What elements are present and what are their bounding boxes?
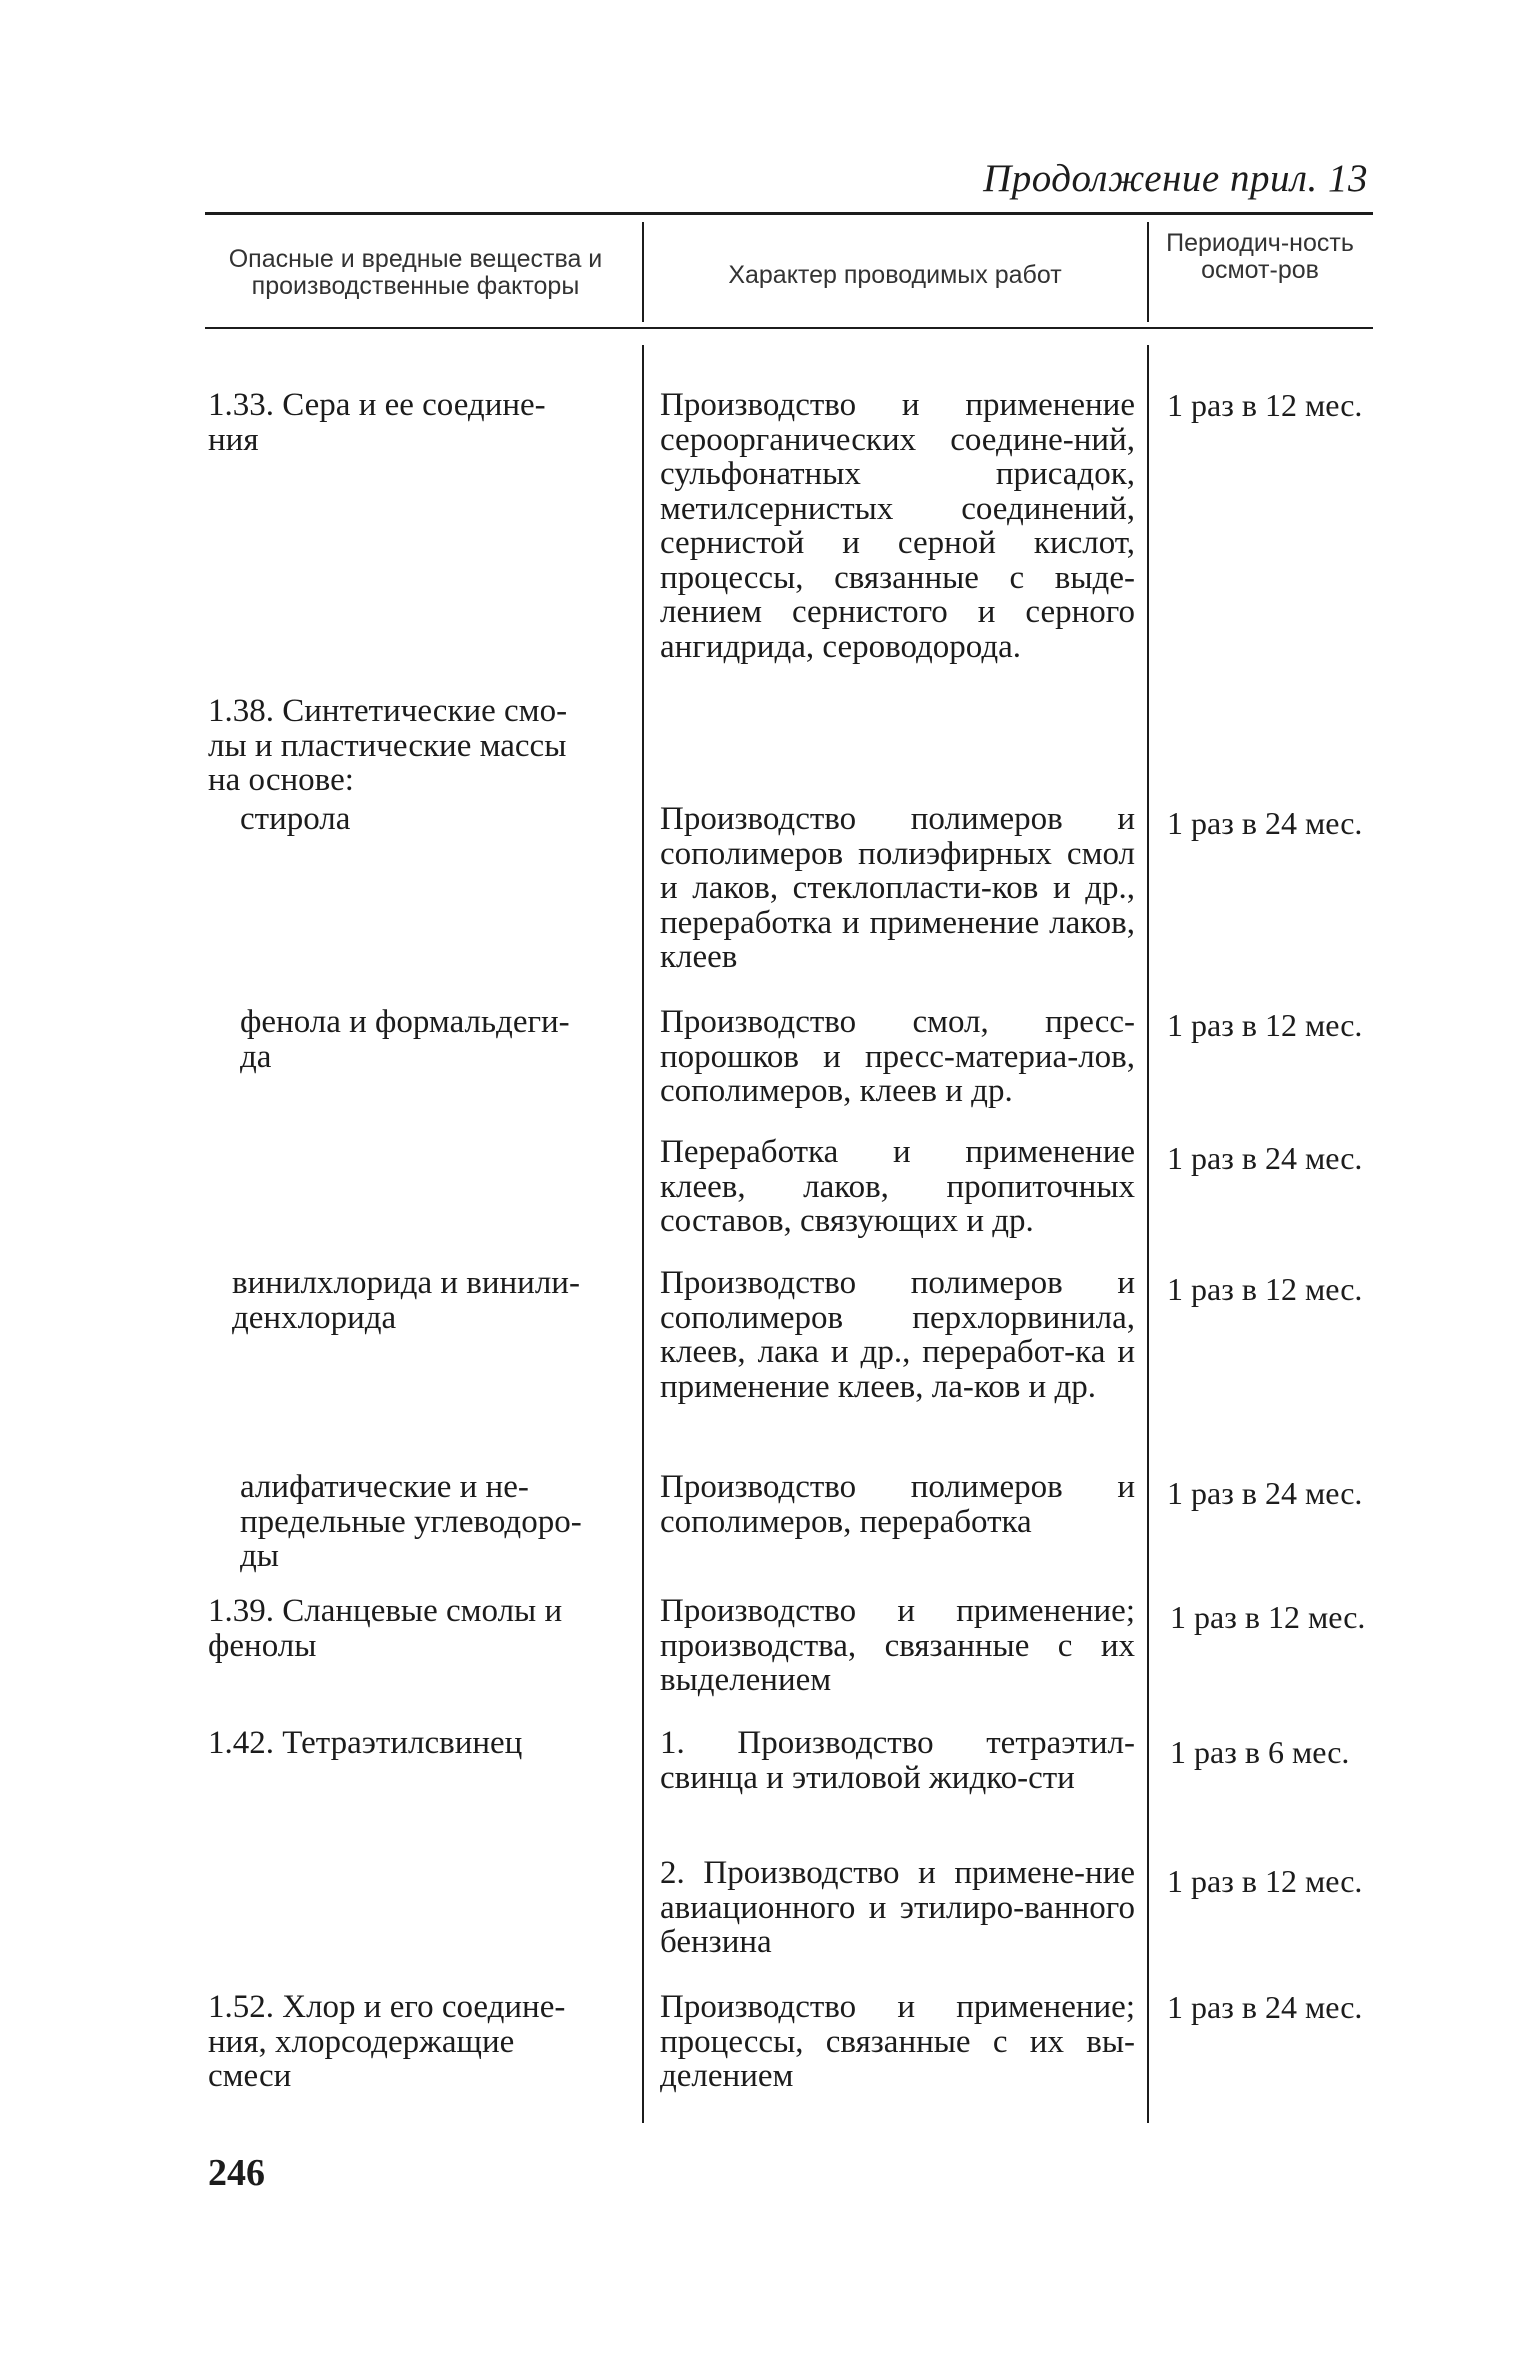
continuation-label: Продолжение прил. 13 [983, 157, 1368, 200]
period-1-38-phenol: 1 раз в 12 мес. [1167, 1007, 1363, 1043]
header-divider-2 [1147, 222, 1149, 322]
period-1-39: 1 раз в 12 мес. [1170, 1599, 1366, 1635]
period-1-33: 1 раз в 12 мес. [1167, 387, 1363, 423]
period-1-38-phenol-processing: 1 раз в 24 мес. [1167, 1140, 1363, 1176]
column-divider-1 [642, 345, 644, 2123]
work-1-38-styrene: Производство полимеров и сополимеров полиэфирных смол и лаков, стеклопласти-ков и др., переработка и применение лаков, клеев [660, 801, 1135, 975]
work-1-38-aliphatic: Производство полимеров и сополимеров, переработка [660, 1469, 1135, 1540]
substance-1-42: 1.42. Тетраэтилсвинец [208, 1725, 523, 1761]
period-1-52: 1 раз в 24 мес. [1167, 1989, 1363, 2025]
top-rule [205, 212, 1373, 215]
column-divider-2 [1147, 345, 1149, 2123]
work-1-33: Производство и применение сероорганических соедине-ний, сульфонатных присадок, метилсернистых соединений, сернистой и серной кислот, процессы, связанные с выде-лением сернистого и серного ангидрида, сероводорода. [660, 387, 1135, 665]
work-1-52: Производство и применение; процессы, связанные с их вы-делением [660, 1989, 1135, 2094]
substance-1-38-styrene: стирола [240, 801, 351, 837]
period-1-38-vinyl: 1 раз в 12 мес. [1167, 1271, 1363, 1307]
page-number: 246 [208, 2152, 265, 2194]
substance-1-38-aliphatic: алифатические и не- предельные углеводоро- ды [240, 1469, 582, 1574]
period-1-42: 1 раз в 6 мес. [1170, 1734, 1350, 1770]
period-1-38-aliphatic: 1 раз в 24 мес. [1167, 1475, 1363, 1511]
substance-1-33: 1.33. Сера и ее соедине- ния [208, 387, 546, 458]
header-col-periodicity: Периодич-ность осмот-ров [1166, 229, 1354, 284]
work-1-38-vinyl: Производство полимеров и сополимеров перхлорвинила, клеев, лака и др., переработ-ка и применение клеев, ла-ков и др. [660, 1265, 1135, 1405]
substance-1-52: 1.52. Хлор и его соедине- ния, хлорсодержащие смеси [208, 1989, 566, 2094]
work-1-38-phenol-processing: Переработка и применение клеев, лаков, пропиточных составов, связующих и др. [660, 1134, 1135, 1239]
work-1-38-phenol: Производство смол, пресс-порошков и пресс-материа-лов, сополимеров, клеев и др. [660, 1004, 1135, 1109]
header-divider-1 [642, 222, 644, 322]
work-1-42-aviation: 2. Производство и примене-ние авиационного и этилиро-ванного бензина [660, 1855, 1135, 1960]
substance-1-38: 1.38. Синтетические смо- лы и пластические массы на основе: [208, 693, 568, 798]
substance-1-38-phenol: фенола и формальдеги- да [240, 1004, 570, 1075]
period-1-38-styrene: 1 раз в 24 мес. [1167, 805, 1363, 841]
header-col-work: Характер проводимых работ [728, 261, 1062, 289]
work-1-39: Производство и применение; производства, связанные с их выделением [660, 1593, 1135, 1698]
work-1-42: 1. Производство тетраэтил-свинца и этиловой жидко-сти [660, 1725, 1135, 1796]
header-col-substances: Опасные и вредные вещества и производственные факторы [228, 245, 603, 300]
substance-1-38-vinyl: винилхлорида и винили- денхлорида [232, 1265, 580, 1336]
substance-1-39: 1.39. Сланцевые смолы и фенолы [208, 1593, 563, 1664]
period-1-42-aviation: 1 раз в 12 мес. [1167, 1863, 1363, 1899]
header-bottom-rule [205, 327, 1373, 329]
